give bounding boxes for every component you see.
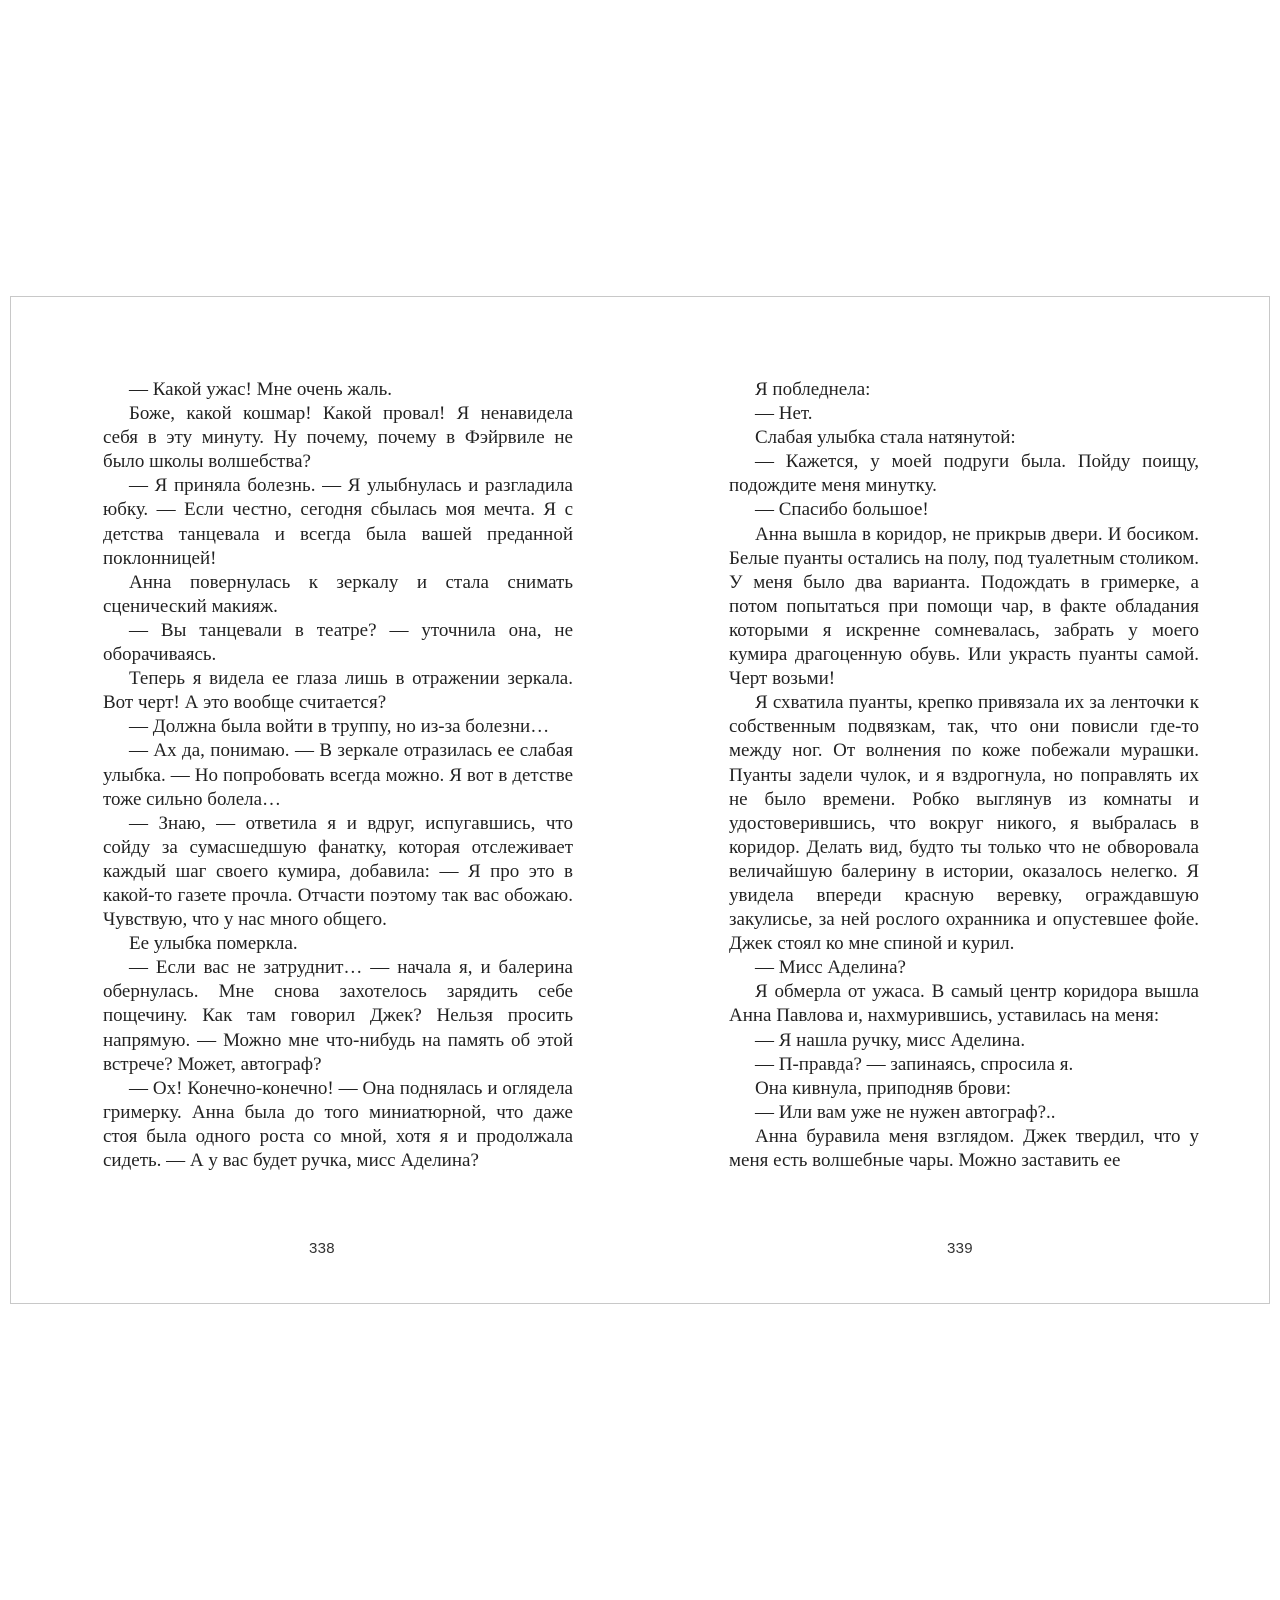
paragraph: Она кивнула, приподняв брови:	[755, 1077, 1012, 1099]
paragraph: — Ох! Конечно-конечно! — Она поднялась и оглядела гримерку. Анна была до того миниатюрной, что даже стоя была одного роста со мной, хотя я и продолжала сидеть. — А у вас будет ручка, мисс Аделина?	[103, 1077, 573, 1171]
paragraph: Анна буравила меня взглядом. Джек твердил, что у меня есть волшебные чары. Можно заставить ее	[729, 1125, 1199, 1171]
paragraph: — Кажется, у моей подруги была. Пойду поищу, подождите меня минутку.	[729, 451, 1199, 497]
paragraph: Я схватила пуанты, крепко привязала их за ленточки к собственным подвязкам, так, что они повисли где-то между ног. От волнения по коже побежали мурашки. Пуанты задели чулок, и я вздрогнула, но поправлять их не было времени. Робко выглянув из комнаты и удостоверившись, что вокруг никого, я выбралась в коридор. Делать вид, будто ты только что не обворовала величайшую балерину в истории, оказалось нелегко. Я увидела впереди красную веревку, ограждавшую закулисье, за ней рослого охранника и опустевшее фойе. Джек стоял ко мне спиной и курил.	[729, 692, 1199, 955]
page-number-right: 339	[947, 1240, 973, 1257]
paragraph: — Нет.	[755, 403, 813, 425]
page-number-left: 338	[309, 1240, 335, 1257]
paragraph: — Спасибо большое!	[755, 499, 929, 521]
paragraph: Анна повернулась к зеркалу и стала снимать сценический макияж.	[103, 571, 573, 617]
paragraph: — Вы танцевали в театре? — уточнила она, не оборачиваясь.	[103, 619, 573, 666]
paragraph: — Или вам уже не нужен автограф?..	[755, 1101, 1056, 1123]
paragraph: Я обмерла от ужаса. В самый центр коридора вышла Анна Павлова и, нахмурившись, уставилась на меня:	[729, 981, 1199, 1027]
paragraph: — Какой ужас! Мне очень жаль.	[129, 379, 393, 400]
paragraph: Ее улыбка померкла.	[129, 933, 298, 955]
paragraph: — Я приняла болезнь. — Я улыбнулась и разгладила юбку. — Если честно, сегодня сбылась моя мечта. Я с детства танцевала и всегда была вашей преданной поклонницей!	[103, 475, 573, 569]
right-page	[641, 297, 1271, 1303]
paragraph: Слабая улыбка стала натянутой:	[755, 427, 1016, 449]
paragraph: — Если вас не затруднит… — начала я, и балерина обернулась. Мне снова захотелось зарядить себе пощечину. Как там говорил Джек? Нельзя просить напрямую. — Можно мне что-нибудь на память об этой встрече? Может, автограф?	[103, 957, 573, 1075]
paragraph: — Мисс Аделина?	[755, 957, 906, 979]
paragraph: — Я нашла ручку, мисс Аделина.	[755, 1029, 1026, 1051]
left-page-text	[103, 378, 573, 1173]
left-page	[11, 297, 641, 1303]
paragraph: Теперь я видела ее глаза лишь в отражении зеркала. Вот черт! А это вообще считается?	[103, 668, 573, 714]
paragraph: Анна вышла в коридор, не прикрыв двери. И босиком. Белые пуанты остались на полу, под туалетным столиком. У меня было два варианта. Подождать в гримерке, а потом попытаться при помощи чар, в факте обладания которыми я искренне сомневалась, забрать у моего кумира драгоценную обувь. Или украсть пуанты самой. Черт возьми!	[729, 523, 1199, 690]
book-spread	[10, 296, 1270, 1304]
paragraph: — Знаю, — ответила я и вдруг, испугавшись, что сойду за сумасшедшую фанатку, которая отслеживает каждый шаг своего кумира, добавила: — Я про это в какой-то газете прочла. Отчасти поэтому так вас обожаю. Чувствую, что у нас много общего.	[103, 812, 573, 931]
paragraph: — Должна была войти в труппу, но из-за болезни…	[129, 716, 550, 738]
paragraph: — П-правда? — запинаясь, спросила я.	[755, 1053, 1074, 1075]
paragraph: Боже, какой кошмар! Какой провал! Я ненавидела себя в эту минуту. Ну почему, почему в Фэйрвиле не было школы волшебства?	[103, 403, 573, 473]
right-page-text	[729, 378, 1199, 1173]
paragraph: — Ах да, понимаю. — В зеркале отразилась ее слабая улыбка. — Но попробовать всегда можно. Я вот в детстве тоже сильно болела…	[103, 740, 573, 810]
paragraph: Я побледнела:	[755, 379, 871, 400]
